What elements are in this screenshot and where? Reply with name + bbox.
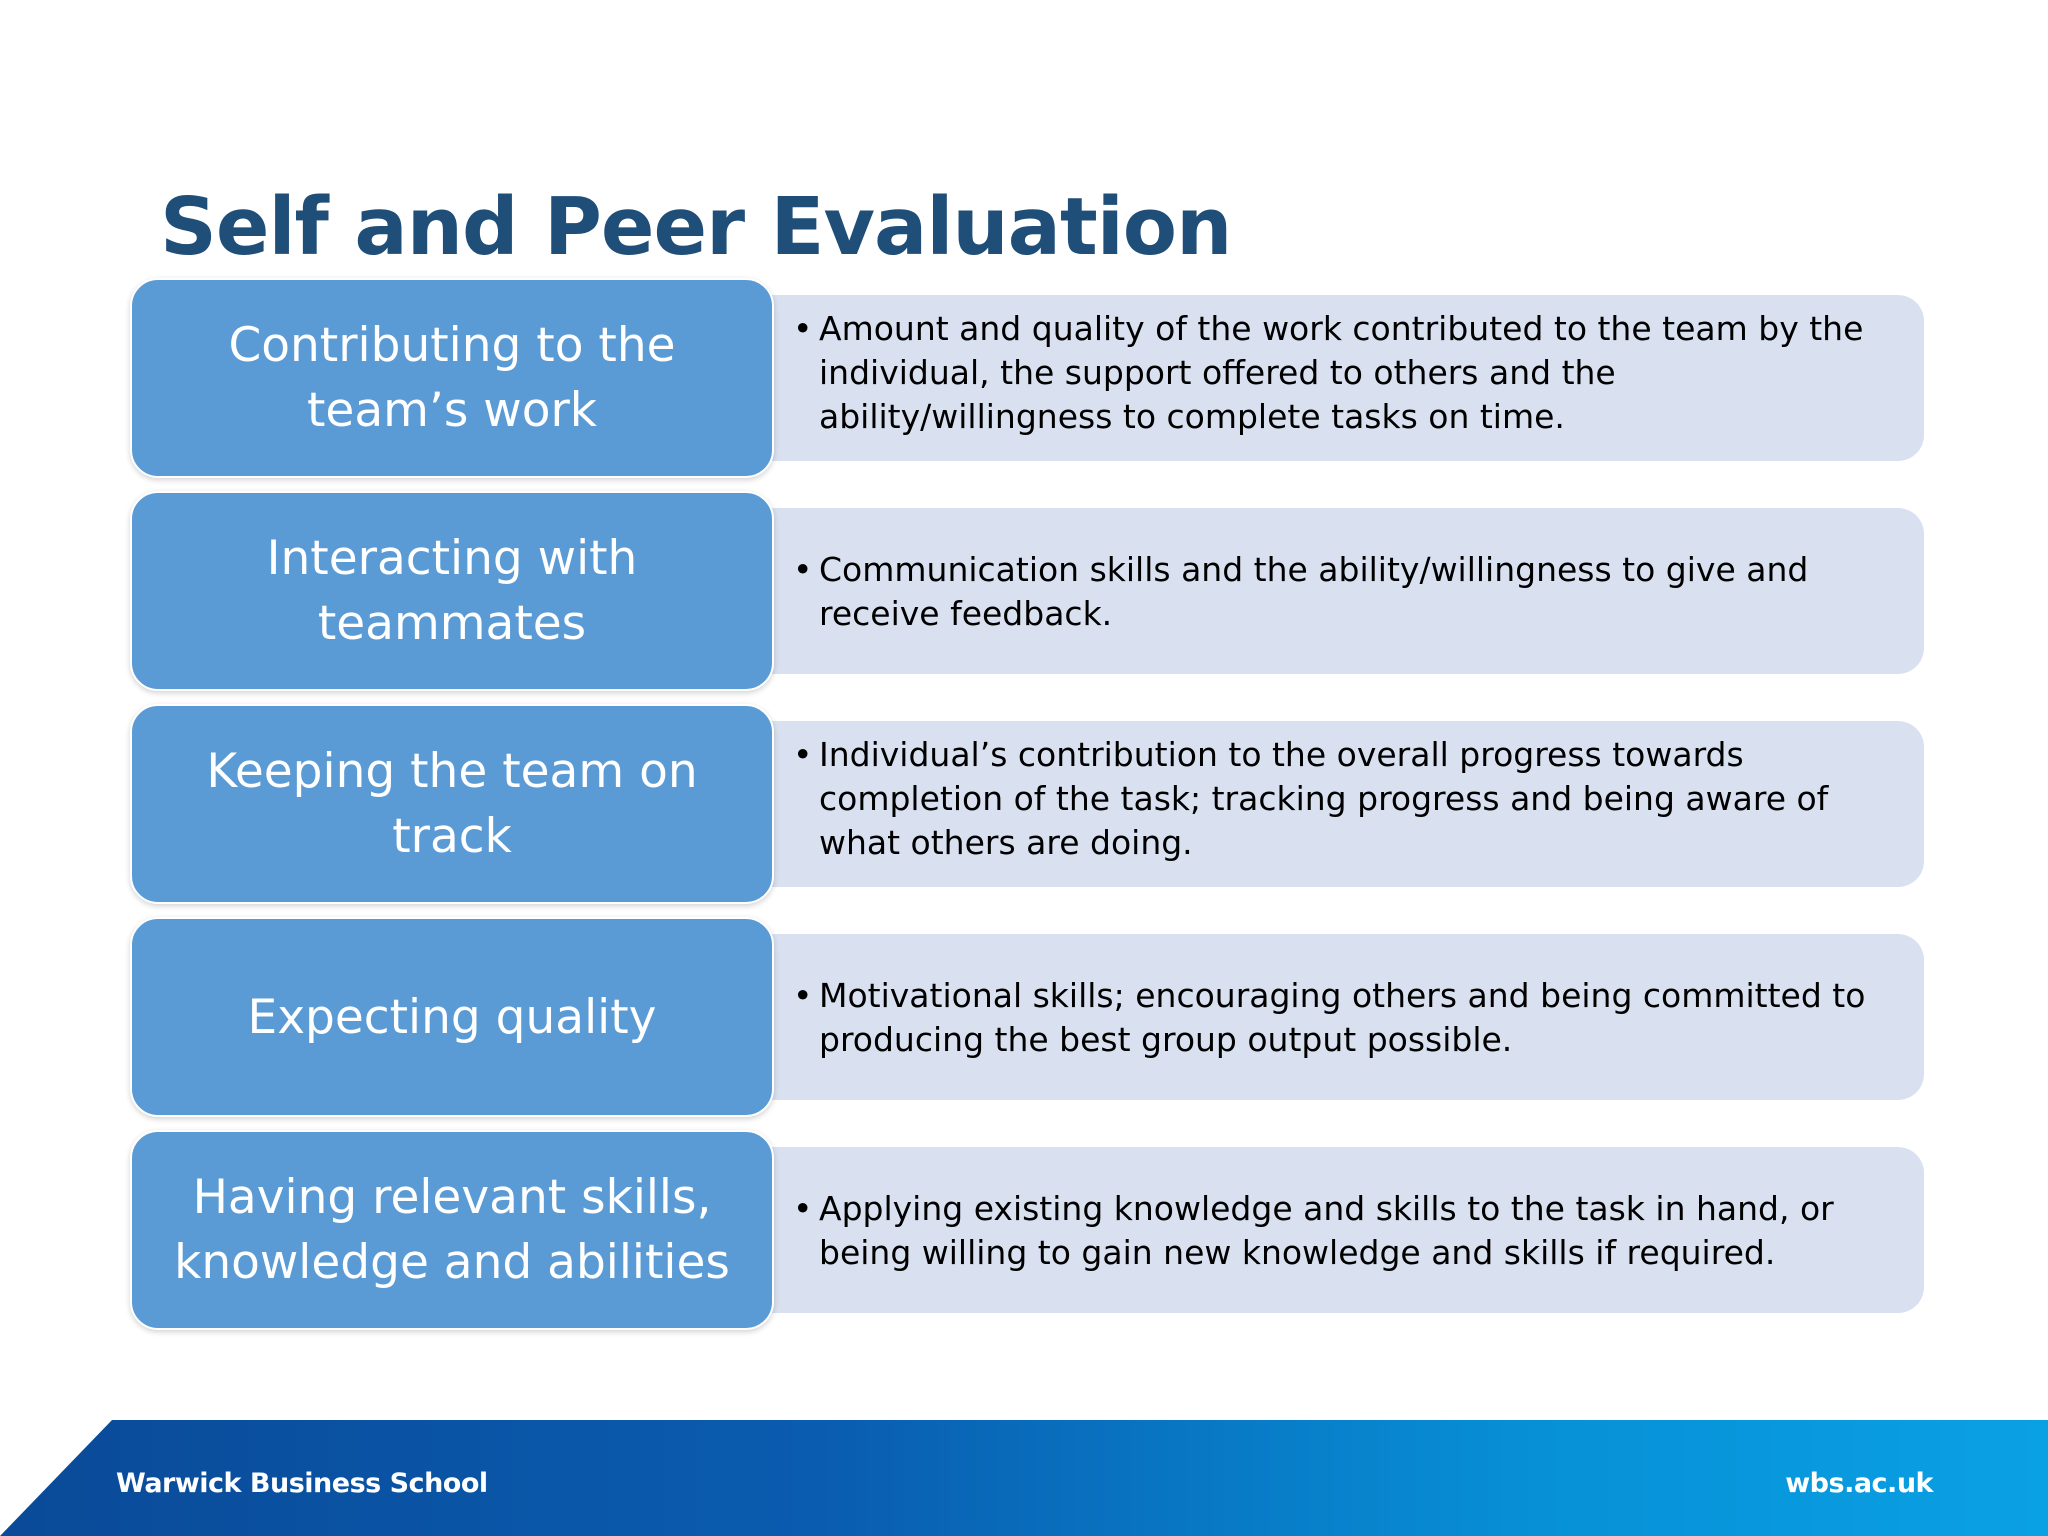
criterion-description: • Applying existing knowledge and skills to the task in hand, or being willing to gain new knowledge and skills if required. [819,1187,1906,1275]
criterion-label-box [130,704,774,904]
footer-school-name: Warwick Business School [116,1468,488,1499]
slide-title: Self and Peer Evaluation [160,181,1232,273]
footer-website: wbs.ac.uk [1785,1468,1933,1499]
criterion-description: • Individual’s contribution to the overall progress towards completion of the task; tracking progress and being aware of what others are doing. [819,733,1906,865]
criterion-row-interacting [130,491,1924,691]
criterion-label-box [130,917,774,1117]
criterion-label: Interacting with teammates [266,531,638,651]
criterion-label: Keeping the team on track [206,744,698,864]
criterion-row-on-track [130,704,1924,904]
criterion-row-quality [130,917,1924,1117]
criterion-row-skills [130,1130,1924,1330]
criterion-description: • Amount and quality of the work contributed to the team by the individual, the support offered to others and the ability/willingness to complete tasks on time. [819,307,1906,439]
criterion-description: • Motivational skills; encouraging others and being committed to producing the best group output possible. [819,974,1906,1062]
criterion-label-box [130,278,774,478]
criterion-label: Expecting quality [247,989,657,1045]
criterion-description-box [767,1147,1924,1313]
criterion-label-box [130,491,774,691]
criterion-label-box [130,1130,774,1330]
criterion-label: Contributing to the team’s work [228,318,676,438]
criterion-row-contributing [130,278,1924,478]
criterion-description-box [767,508,1924,674]
criterion-description-box [767,295,1924,461]
criterion-description: • Communication skills and the ability/willingness to give and receive feedback. [819,548,1906,636]
criterion-label: Having relevant skills, knowledge and abilities [174,1170,730,1290]
criterion-description-box [767,721,1924,887]
criterion-description-box [767,934,1924,1100]
